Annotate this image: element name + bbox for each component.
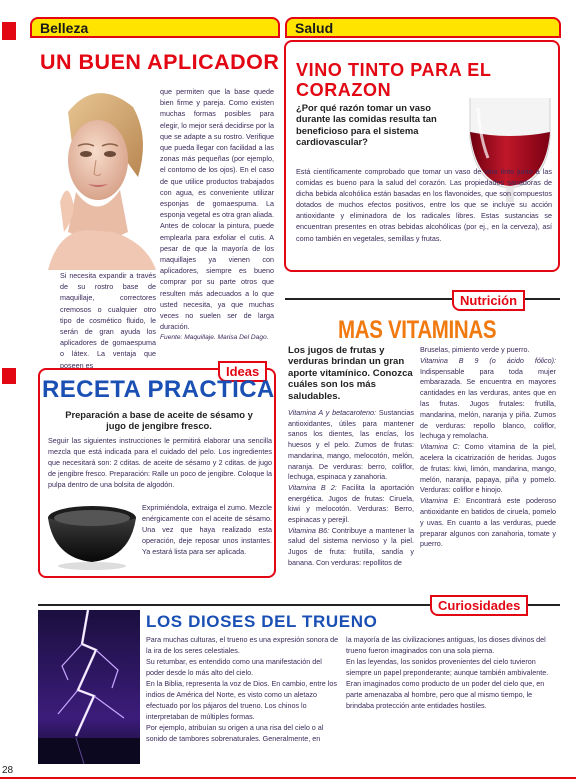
vitamin-text: Bruselas, pimiento verde y puerro. [420,345,530,354]
nutricion-tag: Nutrición [452,290,525,311]
curiosidades-paragraph: Por ejemplo, atribuían su origen a una risa del cielo o al sonido de tambores sobrenaturales. Generalmente, en [146,723,324,743]
curiosidades-column-2 [346,634,556,711]
curiosidades-paragraph: Para muchas culturas, el trueno es una expresión sonora de la ira de los seres celestiales. [146,635,339,655]
woman-face-photo [38,82,156,270]
vitamin-paragraph [420,496,556,550]
aplicador-source: Fuente: Maquillaje. Marisa Del Dago. [160,334,269,342]
vitamin-label: Vitamina B6: [288,525,330,535]
vitamin-paragraph [288,526,414,569]
vitamin-text: Sustancias antioxidantes, útiles para mantener sanos los dientes, las encías, los huesos y el pelo. Zumos de frutas: mandarina, mango, melocotón, melón, naranja. De verduras: berro, coliflor, lechuga, espinaca y zanahoria. [288,408,415,482]
vitamin-paragraph [420,442,556,496]
lightning-photo [38,610,140,764]
vitamin-text: Contribuye a mantener la salud del sistema nervioso y la piel. Jugos de fruta: frutilla, sandía y banana. Con verduras: repollitos de [288,525,414,567]
curiosidades-tag: Curiosidades [430,595,528,616]
vino-title-line2: CORAZON [296,80,392,100]
curiosidades-column-1 [146,634,342,744]
page-number: 28 [2,765,14,776]
black-bowl-photo [44,498,140,570]
section-label: Salud [295,20,334,36]
receta-subtitle [48,409,270,432]
vino-title-line1: VINO TINTO PARA EL [296,60,492,80]
curiosidades-paragraph: Eran imaginados como producto de un poder del cielo que, en parte amenazaba al hombre, pero que al mismo tiempo, le brindaba protección ante entidades hostiles. [346,679,545,710]
section-label: Belleza [40,20,89,36]
vitamin-text: Facilita la aportación energética. Jugos de frutas: Ciruela, kiwi y melocotón. Verduras: Berro, espinacas y perejil. [288,482,415,525]
curiosidades-paragraph: En la Biblia, representa la voz de Dios. En cambio, entre los indios de América del Norte, es visto como un aletazo efectuado por los pájaros del trueno. Los chinos lo interpretaban de múltiples formas. [146,679,337,721]
vitamin-text: Encontrará este poderoso antioxidante en batidos de ciruela, pomelo y uvas. En cuanto a las verduras, puede preparar algunos con zanahoria, tomate y puerro. [420,496,556,549]
vitamin-label: Vitamina C: [420,442,460,452]
aplicador-left-column: Si necesita expandir a través de su rostro base de maquillaje, correctores cremosos o cualquier otro tipo de cosmético fluido, le serán de gran ayuda los aplicadores de gomaespuma o látex. La ventaja que poseen es [60,271,156,370]
receta-body-top: Seguir las siguientes instrucciones le permitirá elaborar una sencilla mezcla que está indicada para el cuidado del pelo. Los ingredientes que necesitará son: 2 cditas. de aceite de sésamo y 2 cditas. de jugo de jengibre fresco. Preparación: Ralle un poco de jengibre. Coloque la pulpa dentro de una bolsita de algodón. [48,436,272,489]
curiosidades-paragraph: En las leyendas, los sonidos provenientes del cielo tuvieron siempre un papel preponderante; aunque también ambivalente. [346,657,549,677]
section-tab-salud [285,17,561,38]
nutricion-column-1 [288,408,414,569]
section-tab-belleza [30,17,280,38]
receta-subtitle-line1: Preparación a base de aceite de sésamo y [65,409,253,420]
curiosidades-paragraph: Su retumbar, es entendido como una manifestación del poder desde lo más alto del cielo. [146,657,322,677]
vitamin-paragraph [288,483,414,526]
aplicador-title: UN BUEN APLICADOR [40,50,280,74]
nutricion-column-2 [420,345,556,550]
vitamin-paragraph [420,345,556,356]
vitamin-label: Vitamina E: [420,496,461,506]
nutricion-lead: Los jugos de frutas y verduras brindan un gran aporte vitamínico. Conozca cuáles son los más saludables. [288,345,413,402]
vino-body: Está científicamente comprobado que tomar un vaso de vino tinto junto a las comidas es bueno para la salud del corazón. Las propiedades sanadoras de dicha bebida alcohólica están basadas en los flavonoides, que son compuestos dotados de muchos efectos positivos, entre los que se incluye su acción antioxidante y eliminadora de los radicales libres. Estas sustancias se encuentran presentes en otras bebidas alcohólicas (por ej., en la cerveza), así como también en vegetales, semillas y frutas. [296,167,552,243]
aplicador-body: que permiten que la base quede bien firme y pareja. Como existen muchas formas posibles para elegir, lo mejor será decidirse por la que se adapte a su rostro. Verifique que pueda llegar con facilidad a las zonas más pequeñas (por ejemplo, el contorno de los ojos). En el caso de que utilice productos trabajados con agua, es conveniente utilizar esponjas de gomaespuma. La esponja vegetal es otra gran aliada. Antes de colocar la pintura, puede emplearla para exfoliar el cutis. A pesar de que la mayoría de los maquillajes ya vienen con aplicadores, siempre es bueno comprar por su parte otros que resulten más adecuados a lo que usted necesita, ya que muchas veces no suelen ser de larga duración. [160,87,274,332]
curiosidades-title: LOS DIOSES DEL TRUENO [146,612,378,631]
vitamin-paragraph [420,356,556,442]
receta-subtitle-line2: jugo de jengibre fresco. [106,420,212,432]
vitamin-text: Indispensable para toda mujer embarazada. Se encuentra en mayores cantidades en las verduras, antes que en las frutas. Jugos frutales: frutilla, mandarina, melón, naranja y piña. Zumos de verduras: repollo blanco, coliflor, lechuga y remolacha. [420,366,556,441]
aplicador-right-column [160,86,274,344]
nutricion-title: MAS VITAMINAS [338,316,497,344]
red-marker [2,22,16,40]
vino-lead: ¿Por qué razón tomar un vaso durante las comidas resulta tan beneficioso para el sistema cardiovascular? [296,102,437,148]
vitamin-label: Vitamina B 2: [288,482,337,492]
receta-body-bottom: Exprimiéndola, extraiga el zumo. Mezcle enérgicamente con el aceite de sésamo. Una vez que haya realizado esta operación, deje reposar unos instantes. Ya estará lista para ser aplicada. [142,503,272,556]
vitamin-label: Vitamina A y betacaroteno: [288,408,377,417]
red-marker [2,368,16,384]
receta-title: RECETA PRACTICA [42,376,275,403]
curiosidades-paragraph: la mayoría de las civilizaciones antiguas, los dioses divinos del trueno fueron imaginados con una sola pierna. [346,635,546,655]
vitamin-text: Como vitamina de la piel, acelera la cicatrización de heridas. Jugos de frutas: kiwi, limón, mandarina, mango, melón, naranja, papaya, piña y pomelo. Verduras: coliflor e hinojo. [420,442,556,495]
vitamin-paragraph [288,408,414,483]
vitamin-label: Vitamina B 9 (o ácido fólico): [420,355,556,365]
receta-tag: Ideas [218,361,267,382]
footer-rule [0,777,576,779]
